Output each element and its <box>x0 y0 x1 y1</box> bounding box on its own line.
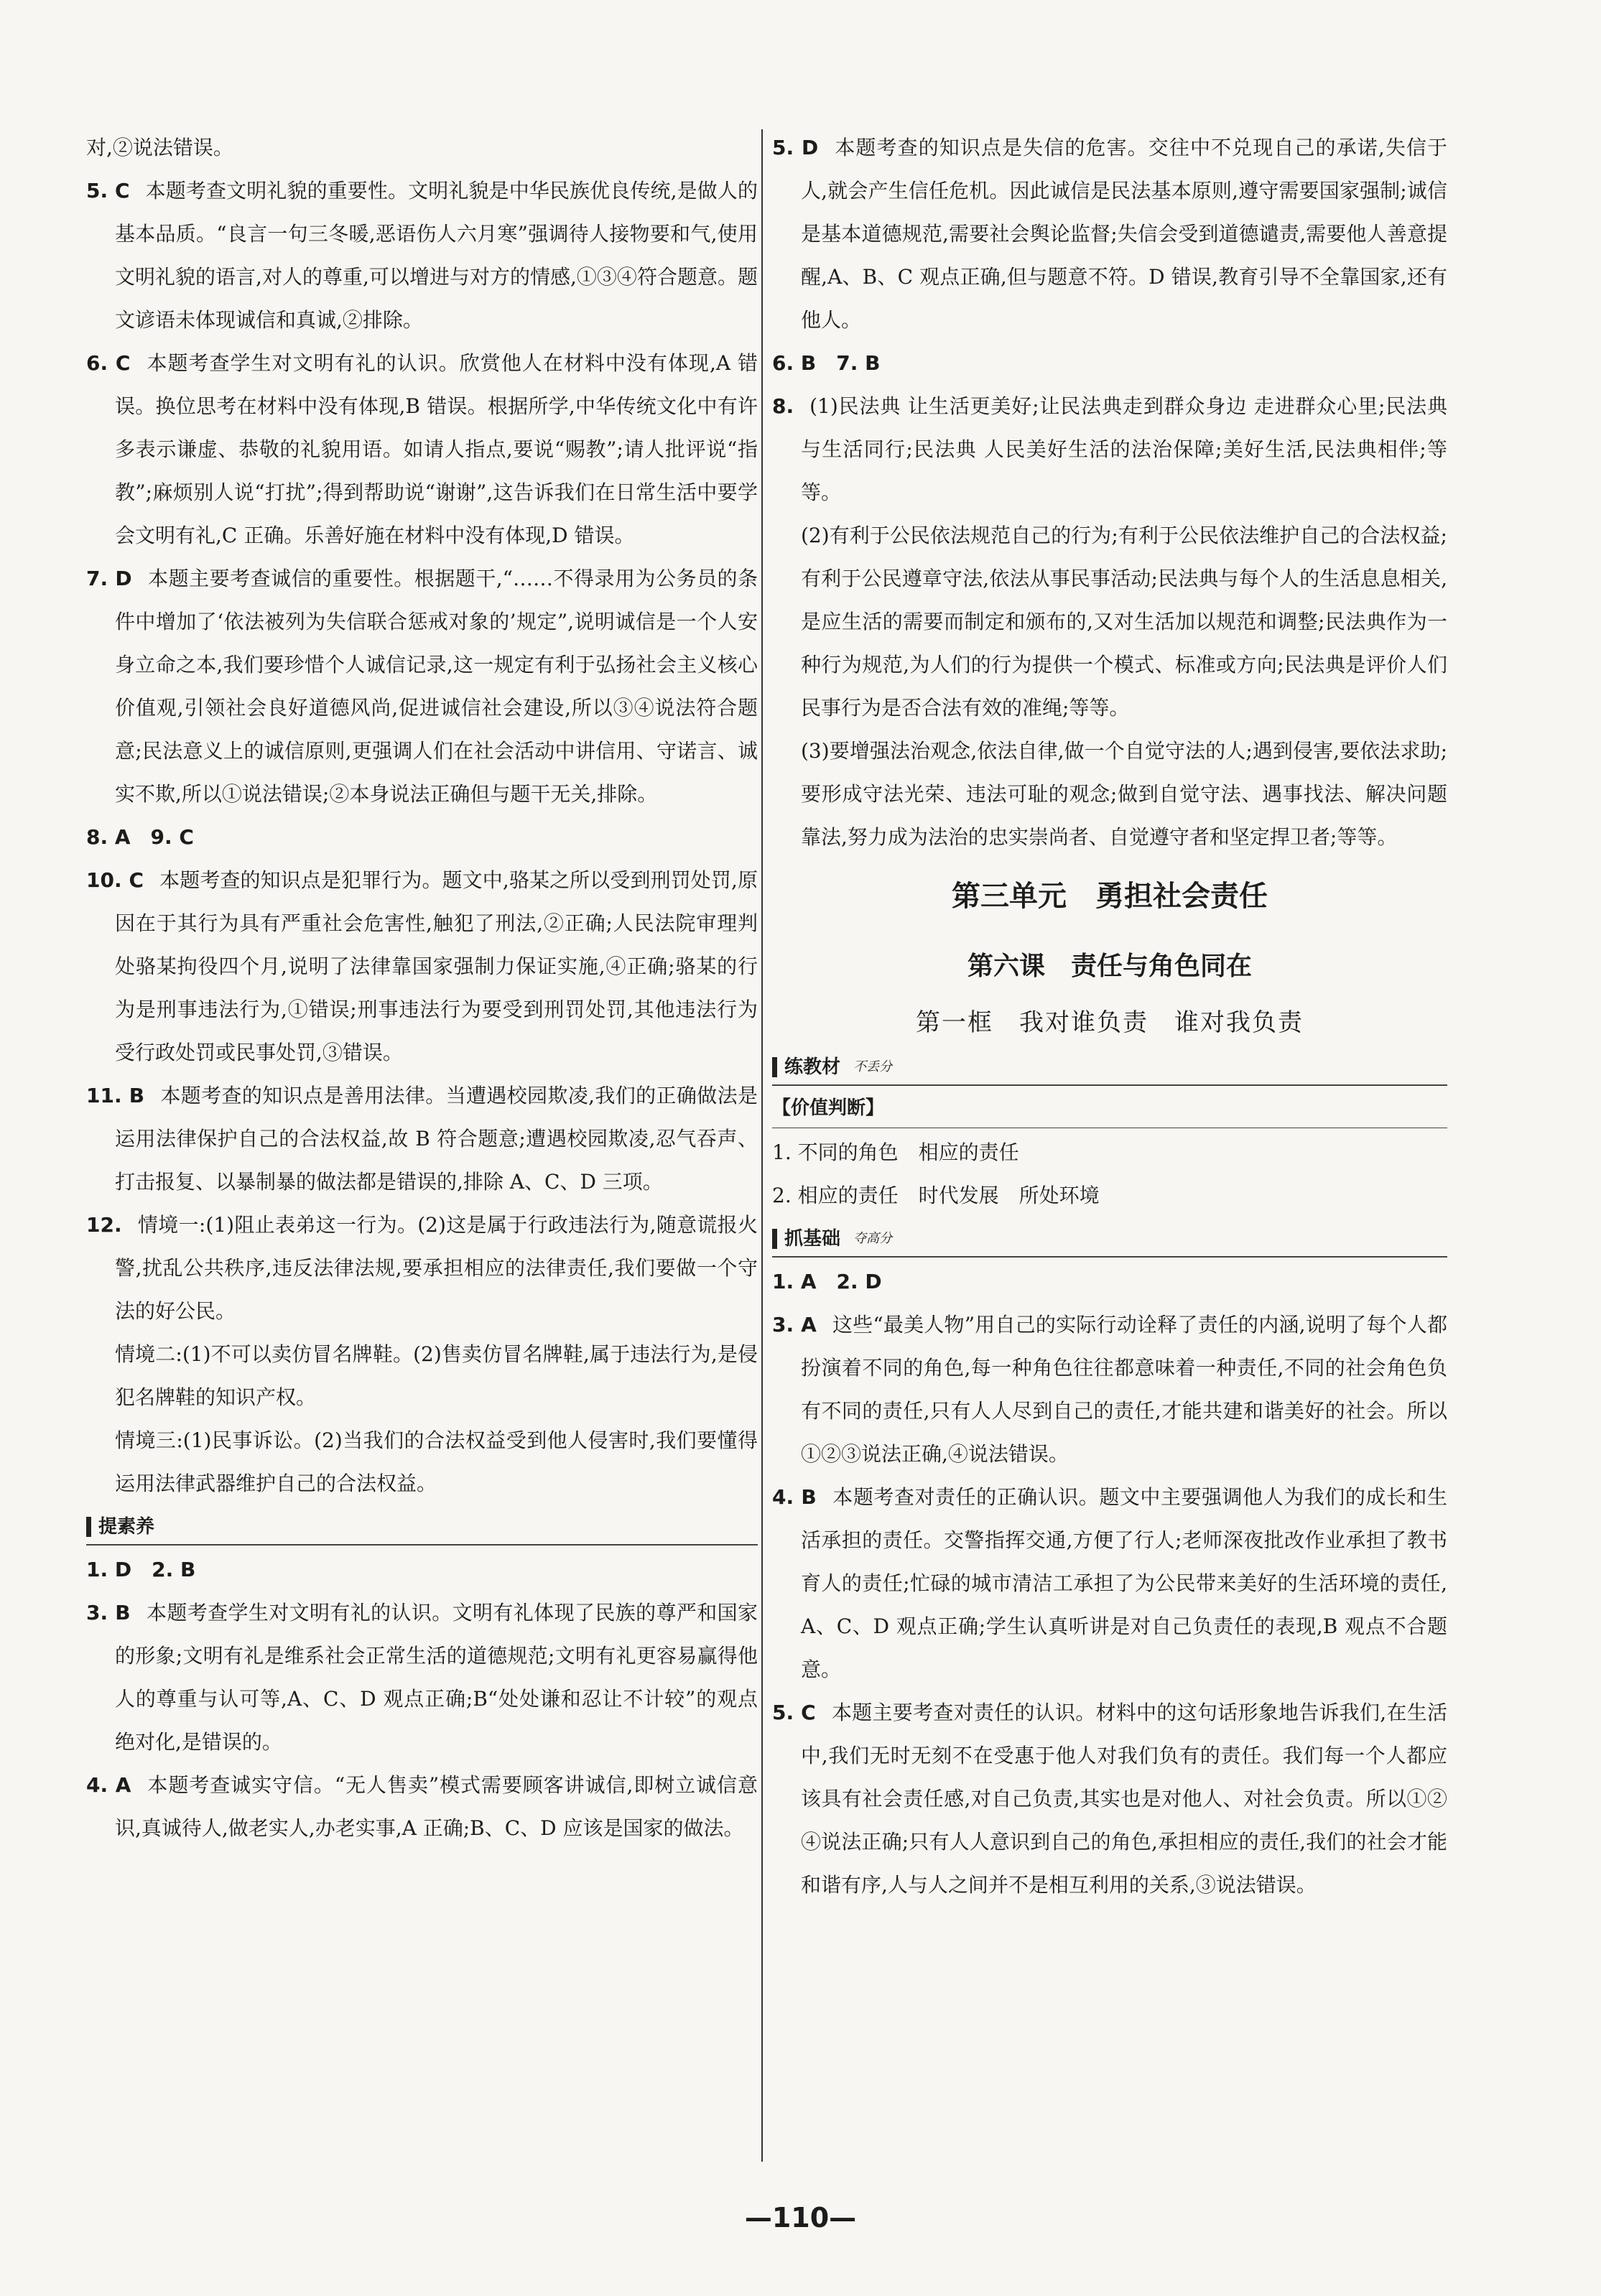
answer-text: 本题考查对责任的正确认识。题文中主要强调他人为我们的成长和生活承担的责任。交警指挥交通,方便了行人;老师深夜批改作业承担了教书育人的责任;忙碌的城市清洁工承担了为公民带来美好的生活环境的责任,A、C、D 观点正确;学生认真听讲是对自己负责任的表现,B 观点不合题意。 <box>801 1485 1447 1681</box>
answer-item <box>772 126 1447 342</box>
unit-title: 第三单元 勇担社会责任 <box>952 880 1268 913</box>
answer-short: 1. D 2. B <box>86 1558 196 1581</box>
answer-number: 5. D <box>772 136 819 159</box>
answer-number: 12. <box>86 1213 122 1237</box>
section-tag <box>86 1510 758 1546</box>
right-column <box>772 126 1447 1907</box>
answer-number: 8. <box>772 394 794 418</box>
frame-title: 第一框 我对谁负责 谁对我负责 <box>916 1008 1304 1037</box>
answer-item <box>772 1691 1447 1907</box>
value-answer: 2. 相应的责任 时代发展 所处环境 <box>772 1184 1100 1207</box>
answer-number: 3. B <box>86 1601 131 1625</box>
answer-short: 1. A 2. D <box>772 1270 882 1293</box>
answer-item <box>86 1074 758 1204</box>
answer-text: (1)民法典 让生活更美好;让民法典走到群众身边 走进群众心里;民法典与生活同行;民法典 人民美好生活的法治保障;美好生活,民法典相伴;等等。 <box>801 394 1447 504</box>
answer-item <box>86 1591 758 1764</box>
bracket-heading: 【价值判断】 <box>772 1089 1447 1128</box>
answer-text: 本题考查的知识点是失信的危害。交往中不兑现自己的承诺,失信于人,就会产生信任危机。因此诚信是民法基本原则,遵守需要国家强制;诚信是基本道德规范,需要社会舆论监督;失信会受到道德谴责,需要他人善意提醒,A、B、C 观点正确,但与题意不符。D 错误,教育引导不全靠国家,还有他人。 <box>801 136 1448 332</box>
answer-number: 5. C <box>86 179 130 203</box>
answer-number: 4. A <box>86 1773 131 1797</box>
lesson-title: 第六课 责任与角色同在 <box>967 952 1252 981</box>
tag-label: 练教材 <box>784 1056 841 1078</box>
answer-text: 本题考查文明礼貌的重要性。文明礼貌是中华民族优良传统,是做人的基本品质。“良言一句三冬暖,恶语伤人六月寒”强调待人接物要和气,使用文明礼貌的语言,对人的尊重,可以增进与对方的情感,①③④符合题意。题文谚语未体现诚信和真诚,②排除。 <box>115 179 758 332</box>
page-number: —110— <box>744 2202 857 2234</box>
answer-text: 本题考查学生对文明有礼的认识。文明有礼体现了民族的尊严和国家的形象;文明有礼是维系社会正常生活的道德规范;文明有礼更容易赢得他人的尊重与认可等,A、C、D 观点正确;B“处处谦和忍让不计较”的观点绝对化,是错误的。 <box>115 1601 758 1754</box>
answer-item <box>86 1764 758 1850</box>
answer-short: 6. B 7. B <box>772 351 881 375</box>
tag-subtitle: 夺高分 <box>853 1231 893 1246</box>
answer-subpart: (2)有利于公民依法规范自己的行为;有利于公民依法维护自己的合法权益;有利于公民遵章守法,依法从事民事活动;民法典与每个人的生活息息相关,是应生活的需要而制定和颁布的,又对生活加以规范和调整;民法典作为一种行为规范,为人们的行为提供一个模式、标准或方向;民法典是评价人们民事行为是否合法有效的准绳;等等。 <box>801 524 1447 720</box>
answer-number: 3. A <box>772 1313 817 1337</box>
answer-item <box>86 557 758 816</box>
answer-number: 6. C <box>86 351 131 375</box>
answer-item <box>86 169 758 342</box>
answer-fragment: 对,②说法错误。 <box>86 136 233 159</box>
section-tag <box>772 1050 1447 1086</box>
value-answer: 1. 不同的角色 相应的责任 <box>772 1140 1019 1164</box>
answer-number: 5. C <box>772 1701 816 1724</box>
answer-text: 本题考查诚实守信。“无人售卖”模式需要顾客讲诚信,即树立诚信意识,真诚待人,做老实人,办老实事,A 正确;B、C、D 应该是国家的做法。 <box>115 1773 758 1840</box>
answer-text: 本题考查学生对文明有礼的认识。欣赏他人在材料中没有体现,A 错误。换位思考在材料中没有体现,B 错误。根据所学,中华传统文化中有许多表示谦虚、恭敬的礼貌用语。如请人指点,要说“赐教”;请人批评说“指教”;麻烦别人说“打扰”;得到帮助说“谢谢”,这告诉我们在日常生活中要学会文明有礼,C 正确。乐善好施在材料中没有体现,D 错误。 <box>115 351 758 547</box>
answer-subpart: (3)要增强法治观念,依法自律,做一个自觉守法的人;遇到侵害,要依法求助;要形成守法光荣、违法可耻的观念;做到自觉守法、遇事找法、解决问题靠法,努力成为法治的忠实崇尚者、自觉遵守者和坚定捍卫者;等等。 <box>801 739 1447 849</box>
tag-bar <box>772 1057 777 1077</box>
answer-item <box>86 859 758 1074</box>
answer-item <box>772 385 1447 514</box>
answer-text: 这些“最美人物”用自己的实际行动诠释了责任的内涵,说明了每个人都扮演着不同的角色,每一种角色往往都意味着一种责任,不同的社会角色负有不同的责任,只有人人尽到自己的责任,才能共建和谐美好的社会。所以①②③说法正确,④说法错误。 <box>801 1313 1447 1466</box>
answer-short: 8. A 9. C <box>86 825 194 849</box>
tag-subtitle: 不丢分 <box>853 1059 893 1074</box>
answer-number: 7. D <box>86 567 132 590</box>
tag-bar <box>772 1229 777 1249</box>
tag-bar <box>86 1517 91 1537</box>
answer-item <box>86 342 758 557</box>
answer-number: 4. B <box>772 1485 817 1509</box>
tag-label: 抓基础 <box>784 1228 841 1250</box>
answer-item <box>86 1204 758 1333</box>
left-column <box>86 126 758 1850</box>
column-divider <box>761 129 763 2162</box>
answer-text: 情境一:(1)阻止表弟这一行为。(2)这是属于行政违法行为,随意谎报火警,扰乱公共秩序,违反法律法规,要承担相应的法律责任,我们要做一个守法的好公民。 <box>115 1213 758 1323</box>
answer-subpart: 情境二:(1)不可以卖仿冒名牌鞋。(2)售卖仿冒名牌鞋,属于违法行为,是侵犯名牌鞋的知识产权。 <box>115 1342 758 1409</box>
answer-subpart: 情境三:(1)民事诉讼。(2)当我们的合法权益受到他人侵害时,我们要懂得运用法律武器维护自己的合法权益。 <box>115 1428 758 1495</box>
answer-text: 本题考查的知识点是善用法律。当遭遇校园欺凌,我们的正确做法是运用法律保护自己的合法权益,故 B 符合题意;遭遇校园欺凌,忍气吞声、打击报复、以暴制暴的做法都是错误的,排除 A、C、D 三项。 <box>115 1084 758 1194</box>
answer-item <box>772 1476 1447 1691</box>
answer-item <box>772 1303 1447 1476</box>
answer-text: 本题主要考查对责任的认识。材料中的这句话形象地告诉我们,在生活中,我们无时无刻不在受惠于他人对我们负有的责任。我们每一个人都应该具有社会责任感,对自己负责,其实也是对他人、对社会负责。所以①②④说法正确;只有人人意识到自己的角色,承担相应的责任,我们的社会才能和谐有序,人与人之间并不是相互利用的关系,③说法错误。 <box>801 1701 1447 1897</box>
answer-text: 本题主要考查诚信的重要性。根据题干,“……不得录用为公务员的条件中增加了‘依法被列为失信联合惩戒对象的’规定”,说明诚信是一个人安身立命之本,我们要珍惜个人诚信记录,这一规定有利于弘扬社会主义核心价值观,引领社会良好道德风尚,促进诚信社会建设,所以③④说法符合题意;民法意义上的诚信原则,更强调人们在社会活动中讲信用、守诺言、诚实不欺,所以①说法错误;②本身说法正确但与题干无关,排除。 <box>115 567 758 806</box>
answer-number: 10. C <box>86 868 144 892</box>
tag-label: 提素养 <box>98 1516 155 1538</box>
answer-number: 11. B <box>86 1084 145 1107</box>
section-tag <box>772 1222 1447 1258</box>
answer-text: 本题考查的知识点是犯罪行为。题文中,骆某之所以受到刑罚处罚,原因在于其行为具有严重社会危害性,触犯了刑法,②正确;人民法院审理判处骆某拘役四个月,说明了法律靠国家强制力保证实施,④正确;骆某的行为是刑事违法行为,①错误;刑事违法行为要受到刑罚处罚,其他违法行为受行政处罚或民事处罚,③错误。 <box>115 868 758 1064</box>
